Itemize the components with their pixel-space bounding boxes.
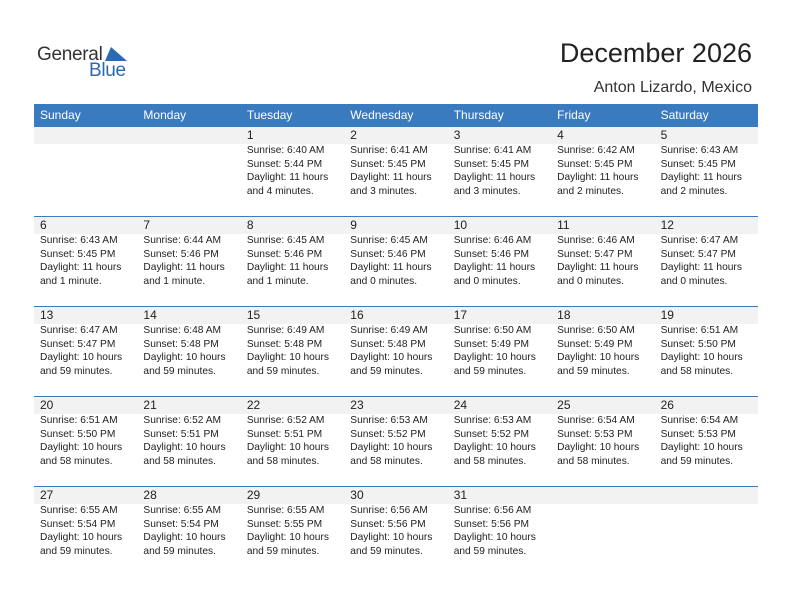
sunset-text: Sunset: 5:48 PM xyxy=(143,338,219,350)
weekday-sunday: Sunday xyxy=(40,108,81,122)
daylight-minutes-text: and 1 minute. xyxy=(40,275,102,287)
day-number: 15 xyxy=(246,308,261,322)
daylight-text: Daylight: 10 hours xyxy=(246,352,329,363)
day-cell xyxy=(137,217,240,307)
sunrise-text: Sunrise: 6:45 AM xyxy=(246,235,325,246)
daylight-text: Daylight: 11 hours xyxy=(246,262,329,273)
week-days xyxy=(34,217,758,307)
sunrise-text: Sunrise: 6:50 AM xyxy=(557,325,635,336)
empty-day-cell xyxy=(34,127,137,217)
sunset-text: Sunset: 5:46 PM xyxy=(246,248,323,260)
daylight-minutes-text: and 59 minutes. xyxy=(246,365,320,377)
day-cell xyxy=(137,487,240,577)
daylight-text: Daylight: 10 hours xyxy=(350,442,433,453)
sunrise-text: Sunrise: 6:43 AM xyxy=(660,145,739,156)
day-cell xyxy=(137,307,240,397)
sunrise-text: Sunrise: 6:53 AM xyxy=(350,415,428,426)
day-number: 17 xyxy=(453,308,468,322)
sunrise-text: Sunrise: 6:54 AM xyxy=(660,415,739,426)
daylight-minutes-text: and 58 minutes. xyxy=(350,455,423,467)
empty-day-cell xyxy=(551,487,654,577)
day-number: 14 xyxy=(143,308,157,322)
daylight-minutes-text: and 2 minutes. xyxy=(557,185,624,197)
day-cell xyxy=(241,397,344,487)
sunrise-text: Sunrise: 6:46 AM xyxy=(557,235,635,246)
daylight-minutes-text: and 59 minutes. xyxy=(246,545,320,557)
sunset-text: Sunset: 5:51 PM xyxy=(143,428,219,440)
daylight-text: Daylight: 10 hours xyxy=(143,532,226,543)
location-label: Anton Lizardo, Mexico xyxy=(593,79,752,96)
sunset-text: Sunset: 5:51 PM xyxy=(246,428,323,440)
page-title: December 2026 xyxy=(559,38,752,68)
daylight-text: Daylight: 11 hours xyxy=(557,262,639,273)
sunrise-text: Sunrise: 6:52 AM xyxy=(143,415,222,426)
day-cell xyxy=(448,217,551,307)
week-row xyxy=(34,396,758,487)
day-number: 29 xyxy=(246,488,261,502)
day-cell xyxy=(551,397,654,487)
sunrise-text: Sunrise: 6:56 AM xyxy=(350,505,428,516)
sunrise-text: Sunrise: 6:48 AM xyxy=(143,325,222,336)
day-number: 26 xyxy=(660,398,674,412)
day-cell xyxy=(344,217,447,307)
day-cell xyxy=(448,127,551,217)
daylight-minutes-text: and 59 minutes. xyxy=(143,545,216,557)
daylight-text: Daylight: 10 hours xyxy=(557,352,640,363)
week-row xyxy=(34,486,758,577)
day-cell xyxy=(241,487,344,577)
daylight-text: Daylight: 10 hours xyxy=(660,352,743,363)
daylight-text: Daylight: 10 hours xyxy=(246,532,329,543)
daylight-minutes-text: and 59 minutes. xyxy=(350,545,423,557)
daylight-minutes-text: and 3 minutes. xyxy=(350,185,418,197)
day-cell xyxy=(344,397,447,487)
daylight-text: Daylight: 10 hours xyxy=(40,442,123,453)
day-number: 6 xyxy=(40,218,47,232)
day-cell xyxy=(344,487,447,577)
daylight-minutes-text: and 0 minutes. xyxy=(660,275,728,287)
daylight-text: Daylight: 11 hours xyxy=(246,172,329,183)
daylight-minutes-text: and 59 minutes. xyxy=(350,365,423,377)
day-cell xyxy=(448,397,551,487)
daylight-text: Daylight: 11 hours xyxy=(660,262,742,273)
daylight-text: Daylight: 10 hours xyxy=(40,532,123,543)
daylight-minutes-text: and 59 minutes. xyxy=(453,365,527,377)
sunset-text: Sunset: 5:50 PM xyxy=(40,428,116,440)
daylight-minutes-text: and 2 minutes. xyxy=(660,185,728,197)
day-number: 4 xyxy=(557,128,564,142)
generalblue-logo xyxy=(37,44,137,80)
day-number: 12 xyxy=(660,218,674,232)
day-cell xyxy=(448,487,551,577)
daylight-text: Daylight: 10 hours xyxy=(453,532,536,543)
logo-text-blue: Blue xyxy=(89,60,126,81)
daylight-text: Daylight: 10 hours xyxy=(557,442,640,453)
day-cell xyxy=(241,127,344,217)
sunrise-text: Sunrise: 6:44 AM xyxy=(143,235,222,246)
daylight-text: Daylight: 10 hours xyxy=(350,532,433,543)
daylight-minutes-text: and 59 minutes. xyxy=(453,545,527,557)
weekday-friday: Friday xyxy=(557,108,591,122)
daylight-minutes-text: and 58 minutes. xyxy=(143,455,216,467)
week-days xyxy=(34,397,758,487)
daylight-text: Daylight: 11 hours xyxy=(40,262,122,273)
sunrise-text: Sunrise: 6:51 AM xyxy=(660,325,739,336)
day-cell xyxy=(34,217,137,307)
day-number: 5 xyxy=(660,128,668,142)
daylight-minutes-text: and 59 minutes. xyxy=(40,545,113,557)
sunrise-text: Sunrise: 6:56 AM xyxy=(453,505,532,516)
week-row xyxy=(34,216,758,307)
day-number: 9 xyxy=(350,218,357,232)
sunrise-text: Sunrise: 6:55 AM xyxy=(246,505,325,516)
day-cell xyxy=(34,397,137,487)
week-days xyxy=(34,127,758,217)
sunrise-text: Sunrise: 6:52 AM xyxy=(246,415,325,426)
daylight-text: Daylight: 11 hours xyxy=(453,172,536,183)
sunrise-text: Sunrise: 6:45 AM xyxy=(350,235,428,246)
daylight-minutes-text: and 0 minutes. xyxy=(350,275,418,287)
daylight-minutes-text: and 1 minute. xyxy=(143,275,206,287)
sunset-text: Sunset: 5:54 PM xyxy=(143,518,219,530)
logo-text-general: General xyxy=(37,44,103,65)
day-cell xyxy=(344,127,447,217)
daylight-text: Daylight: 11 hours xyxy=(350,262,432,273)
sunset-text: Sunset: 5:47 PM xyxy=(557,248,633,260)
daylight-minutes-text: and 0 minutes. xyxy=(453,275,521,287)
day-number: 25 xyxy=(557,398,571,412)
day-number: 1 xyxy=(246,128,254,142)
sunrise-text: Sunrise: 6:51 AM xyxy=(40,415,118,426)
week-days xyxy=(34,487,758,577)
sunrise-text: Sunrise: 6:46 AM xyxy=(453,235,532,246)
weekday-monday: Monday xyxy=(143,108,187,122)
sunrise-text: Sunrise: 6:40 AM xyxy=(246,145,325,156)
sunset-text: Sunset: 5:49 PM xyxy=(557,338,633,350)
day-cell xyxy=(34,487,137,577)
sunset-text: Sunset: 5:45 PM xyxy=(350,158,426,170)
day-cell xyxy=(137,397,240,487)
day-number: 28 xyxy=(143,488,157,502)
day-number: 23 xyxy=(350,398,364,412)
sunset-text: Sunset: 5:47 PM xyxy=(660,248,736,260)
sunset-text: Sunset: 5:45 PM xyxy=(660,158,736,170)
day-number: 3 xyxy=(453,128,461,142)
sunset-text: Sunset: 5:44 PM xyxy=(246,158,323,170)
daylight-text: Daylight: 10 hours xyxy=(246,442,329,453)
daylight-minutes-text: and 58 minutes. xyxy=(40,455,113,467)
day-cell xyxy=(448,307,551,397)
sunset-text: Sunset: 5:49 PM xyxy=(453,338,530,350)
daylight-text: Daylight: 10 hours xyxy=(40,352,123,363)
sunset-text: Sunset: 5:48 PM xyxy=(246,338,323,350)
sunset-text: Sunset: 5:56 PM xyxy=(453,518,530,530)
sunset-text: Sunset: 5:46 PM xyxy=(350,248,426,260)
weekday-saturday: Saturday xyxy=(660,108,709,122)
day-cell xyxy=(551,217,654,307)
day-cell xyxy=(655,307,758,397)
daylight-text: Daylight: 11 hours xyxy=(350,172,432,183)
logo-triangle-icon xyxy=(105,47,127,61)
sunrise-text: Sunrise: 6:43 AM xyxy=(40,235,118,246)
day-cell xyxy=(241,307,344,397)
daylight-text: Daylight: 10 hours xyxy=(143,442,226,453)
sunset-text: Sunset: 5:48 PM xyxy=(350,338,426,350)
daylight-text: Daylight: 10 hours xyxy=(453,352,536,363)
day-number: 24 xyxy=(453,398,468,412)
day-number: 22 xyxy=(246,398,261,412)
day-cell xyxy=(655,397,758,487)
sunset-text: Sunset: 5:55 PM xyxy=(246,518,323,530)
sunset-text: Sunset: 5:52 PM xyxy=(350,428,426,440)
daylight-minutes-text: and 1 minute. xyxy=(246,275,309,287)
sunset-text: Sunset: 5:50 PM xyxy=(660,338,736,350)
daylight-text: Daylight: 10 hours xyxy=(660,442,743,453)
daylight-minutes-text: and 59 minutes. xyxy=(660,455,734,467)
sunrise-text: Sunrise: 6:50 AM xyxy=(453,325,532,336)
sunset-text: Sunset: 5:45 PM xyxy=(557,158,633,170)
sunset-text: Sunset: 5:52 PM xyxy=(453,428,530,440)
daylight-text: Daylight: 10 hours xyxy=(350,352,433,363)
daylight-minutes-text: and 4 minutes. xyxy=(246,185,314,197)
sunrise-text: Sunrise: 6:47 AM xyxy=(660,235,739,246)
sunset-text: Sunset: 5:45 PM xyxy=(40,248,116,260)
day-number: 19 xyxy=(660,308,674,322)
daylight-text: Daylight: 11 hours xyxy=(453,262,536,273)
sunrise-text: Sunrise: 6:41 AM xyxy=(350,145,428,156)
sunset-text: Sunset: 5:47 PM xyxy=(40,338,116,350)
day-number: 27 xyxy=(40,488,54,502)
day-cell xyxy=(241,217,344,307)
day-number: 13 xyxy=(40,308,54,322)
day-cell xyxy=(344,307,447,397)
day-number: 10 xyxy=(453,218,468,232)
day-cell xyxy=(551,127,654,217)
sunrise-text: Sunrise: 6:41 AM xyxy=(453,145,532,156)
weekday-header xyxy=(34,104,758,126)
daylight-minutes-text: and 59 minutes. xyxy=(557,365,630,377)
daylight-minutes-text: and 59 minutes. xyxy=(143,365,216,377)
sunrise-text: Sunrise: 6:42 AM xyxy=(557,145,635,156)
weekday-wednesday: Wednesday xyxy=(350,108,414,122)
daylight-minutes-text: and 58 minutes. xyxy=(660,365,734,377)
weekday-thursday: Thursday xyxy=(453,108,504,122)
day-number: 31 xyxy=(453,488,468,502)
sunrise-text: Sunrise: 6:49 AM xyxy=(246,325,325,336)
daylight-minutes-text: and 58 minutes. xyxy=(557,455,630,467)
daylight-text: Daylight: 11 hours xyxy=(557,172,639,183)
day-number: 7 xyxy=(143,218,151,232)
day-number: 16 xyxy=(350,308,364,322)
week-row xyxy=(34,126,758,217)
week-row xyxy=(34,306,758,397)
daylight-minutes-text: and 59 minutes. xyxy=(40,365,113,377)
day-number: 20 xyxy=(40,398,54,412)
sunrise-text: Sunrise: 6:53 AM xyxy=(453,415,532,426)
sunset-text: Sunset: 5:54 PM xyxy=(40,518,116,530)
sunrise-text: Sunrise: 6:54 AM xyxy=(557,415,635,426)
daylight-minutes-text: and 58 minutes. xyxy=(453,455,527,467)
day-cell xyxy=(551,307,654,397)
sunset-text: Sunset: 5:45 PM xyxy=(453,158,530,170)
week-days xyxy=(34,307,758,397)
weekday-tuesday: Tuesday xyxy=(246,108,293,122)
sunrise-text: Sunrise: 6:55 AM xyxy=(40,505,118,516)
daylight-minutes-text: and 0 minutes. xyxy=(557,275,624,287)
empty-day-cell xyxy=(137,127,240,217)
sunrise-text: Sunrise: 6:47 AM xyxy=(40,325,118,336)
sunset-text: Sunset: 5:46 PM xyxy=(453,248,530,260)
sunset-text: Sunset: 5:53 PM xyxy=(660,428,736,440)
sunset-text: Sunset: 5:56 PM xyxy=(350,518,426,530)
day-number: 11 xyxy=(557,218,570,232)
sunset-text: Sunset: 5:53 PM xyxy=(557,428,633,440)
daylight-text: Daylight: 10 hours xyxy=(143,352,226,363)
empty-day-cell xyxy=(655,487,758,577)
sunrise-text: Sunrise: 6:55 AM xyxy=(143,505,222,516)
day-cell xyxy=(655,217,758,307)
day-number: 30 xyxy=(350,488,364,502)
day-number: 2 xyxy=(350,128,357,142)
day-number: 21 xyxy=(143,398,157,412)
day-cell xyxy=(655,127,758,217)
daylight-text: Daylight: 11 hours xyxy=(143,262,225,273)
daylight-text: Daylight: 11 hours xyxy=(660,172,742,183)
daylight-minutes-text: and 3 minutes. xyxy=(453,185,521,197)
day-cell xyxy=(34,307,137,397)
day-number: 18 xyxy=(557,308,571,322)
sunrise-text: Sunrise: 6:49 AM xyxy=(350,325,428,336)
daylight-minutes-text: and 58 minutes. xyxy=(246,455,320,467)
daylight-text: Daylight: 10 hours xyxy=(453,442,536,453)
sunset-text: Sunset: 5:46 PM xyxy=(143,248,219,260)
day-number: 8 xyxy=(246,218,254,232)
